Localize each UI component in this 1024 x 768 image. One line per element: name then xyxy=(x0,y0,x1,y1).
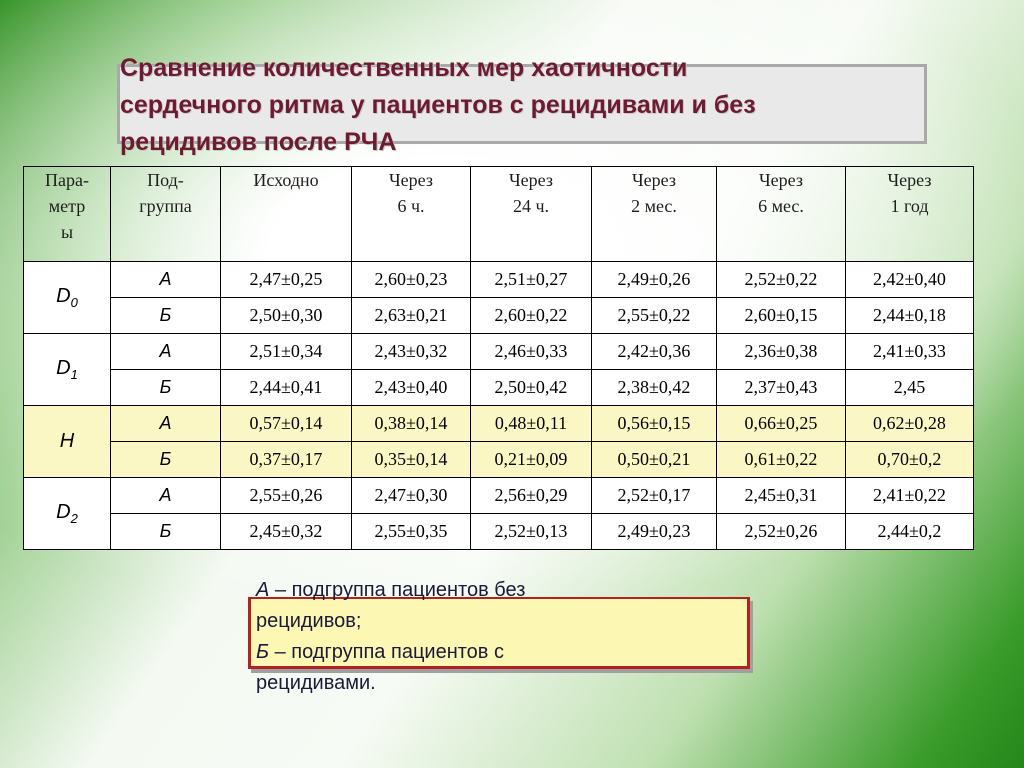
value-cell: 2,63±0,21 xyxy=(352,298,471,334)
header-cell xyxy=(24,167,111,262)
table-row xyxy=(24,406,974,442)
table-row xyxy=(24,442,974,478)
value-cell: 2,56±0,29 xyxy=(471,478,592,514)
param-subscript: 1 xyxy=(70,367,78,382)
header-line: ы xyxy=(60,222,74,242)
header-line: группа xyxy=(139,196,192,216)
header-row xyxy=(24,167,974,262)
header-line: Через xyxy=(388,170,433,190)
header-cell xyxy=(111,167,221,262)
value-cell: 2,50±0,42 xyxy=(471,370,592,406)
value-cell: 2,44±0,41 xyxy=(221,370,352,406)
header-line: 1 год xyxy=(890,196,929,216)
param-cell xyxy=(24,262,111,334)
value-cell: 2,50±0,30 xyxy=(221,298,352,334)
value-cell: 0,56±0,15 xyxy=(592,406,717,442)
value-cell: 2,52±0,17 xyxy=(592,478,717,514)
value-cell: 0,48±0,11 xyxy=(471,406,592,442)
header-line: Через xyxy=(887,170,932,190)
legend-line-a2: рецидивов; xyxy=(256,610,362,632)
header-line: 6 ч. xyxy=(397,196,425,216)
subgroup-cell: Б xyxy=(111,442,221,478)
header-line: Через xyxy=(508,170,553,190)
value-cell: 2,43±0,40 xyxy=(352,370,471,406)
value-cell: 2,45±0,31 xyxy=(717,478,846,514)
value-cell: 0,50±0,21 xyxy=(592,442,717,478)
value-cell: 2,45±0,32 xyxy=(221,514,352,550)
legend-b-letter: Б xyxy=(256,641,270,663)
header-line: 2 мес. xyxy=(631,196,677,216)
table-row xyxy=(24,478,974,514)
value-cell: 2,47±0,30 xyxy=(352,478,471,514)
header-line: 6 мес. xyxy=(758,196,804,216)
subgroup-cell: А xyxy=(111,406,221,442)
value-cell: 2,55±0,35 xyxy=(352,514,471,550)
value-cell: 2,46±0,33 xyxy=(471,334,592,370)
value-cell: 2,51±0,34 xyxy=(221,334,352,370)
value-cell: 2,42±0,36 xyxy=(592,334,717,370)
value-cell: 2,55±0,26 xyxy=(221,478,352,514)
table-row xyxy=(24,370,974,406)
value-cell: 0,37±0,17 xyxy=(221,442,352,478)
title-line-1: Сравнение количественных мер хаотичности xyxy=(120,54,688,82)
value-cell: 0,70±0,2 xyxy=(846,442,974,478)
legend-line-b xyxy=(256,637,776,668)
subgroup-cell: Б xyxy=(111,370,221,406)
value-cell: 2,38±0,42 xyxy=(592,370,717,406)
subgroup-cell: Б xyxy=(111,514,221,550)
value-cell: 2,42±0,40 xyxy=(846,262,974,298)
value-cell: 2,52±0,26 xyxy=(717,514,846,550)
header-cell xyxy=(592,167,717,262)
value-cell: 2,55±0,22 xyxy=(592,298,717,334)
table-row xyxy=(24,262,974,298)
value-cell: 2,43±0,32 xyxy=(352,334,471,370)
title-line-2: сердечного ритма у пациентов с рецидивами и без xyxy=(120,91,756,119)
param-subscript: 0 xyxy=(70,295,78,310)
data-table xyxy=(23,166,974,550)
value-cell: 2,60±0,22 xyxy=(471,298,592,334)
value-cell: 2,45 xyxy=(846,370,974,406)
param-name: H xyxy=(59,430,75,452)
value-cell: 0,61±0,22 xyxy=(717,442,846,478)
param-name: D xyxy=(56,501,71,523)
subgroup-cell: А xyxy=(111,478,221,514)
header-line: Пара- xyxy=(45,170,89,190)
header-line: метр xyxy=(48,196,86,216)
value-cell: 0,38±0,14 xyxy=(352,406,471,442)
value-cell: 2,52±0,22 xyxy=(717,262,846,298)
title-line-3: рецидивов после РЧА xyxy=(120,128,397,156)
legend-a-letter: А xyxy=(256,579,270,601)
param-cell xyxy=(24,478,111,550)
table-row xyxy=(24,514,974,550)
header-cell xyxy=(717,167,846,262)
table-row xyxy=(24,334,974,370)
value-cell: 2,49±0,23 xyxy=(592,514,717,550)
value-cell: 2,60±0,23 xyxy=(352,262,471,298)
header-line: Под- xyxy=(147,170,184,190)
header-line: 24 ч. xyxy=(512,196,550,216)
param-name: D xyxy=(56,285,71,307)
value-cell: 2,51±0,27 xyxy=(471,262,592,298)
value-cell: 2,52±0,13 xyxy=(471,514,592,550)
value-cell: 2,49±0,26 xyxy=(592,262,717,298)
header-cell xyxy=(352,167,471,262)
value-cell: 0,62±0,28 xyxy=(846,406,974,442)
value-cell: 2,36±0,38 xyxy=(717,334,846,370)
param-cell xyxy=(24,406,111,478)
subgroup-cell: А xyxy=(111,334,221,370)
legend-b-text: – подгруппа пациентов с xyxy=(269,641,504,663)
value-cell: 0,57±0,14 xyxy=(221,406,352,442)
value-cell: 0,21±0,09 xyxy=(471,442,592,478)
param-name: D xyxy=(56,357,71,379)
value-cell: 2,37±0,43 xyxy=(717,370,846,406)
value-cell: 0,66±0,25 xyxy=(717,406,846,442)
value-cell: 2,41±0,22 xyxy=(846,478,974,514)
header-cell xyxy=(471,167,592,262)
legend-line-b2: рецидивами. xyxy=(256,672,376,694)
value-cell: 0,35±0,14 xyxy=(352,442,471,478)
header-cell xyxy=(221,167,352,262)
legend xyxy=(256,575,776,699)
header-cell xyxy=(846,167,974,262)
slide-title xyxy=(120,50,910,161)
header-line: Через xyxy=(758,170,803,190)
value-cell: 2,44±0,18 xyxy=(846,298,974,334)
table-body xyxy=(24,262,974,550)
param-subscript: 2 xyxy=(70,511,78,526)
table-row xyxy=(24,298,974,334)
value-cell: 2,41±0,33 xyxy=(846,334,974,370)
subgroup-cell: Б xyxy=(111,298,221,334)
legend-line-a xyxy=(256,575,776,606)
subgroup-cell: А xyxy=(111,262,221,298)
legend-a-text: – подгруппа пациентов без xyxy=(269,579,526,601)
value-cell: 2,47±0,25 xyxy=(221,262,352,298)
value-cell: 2,44±0,2 xyxy=(846,514,974,550)
value-cell: 2,60±0,15 xyxy=(717,298,846,334)
param-cell xyxy=(24,334,111,406)
header-line: Через xyxy=(631,170,676,190)
header-line: Исходно xyxy=(253,170,319,190)
